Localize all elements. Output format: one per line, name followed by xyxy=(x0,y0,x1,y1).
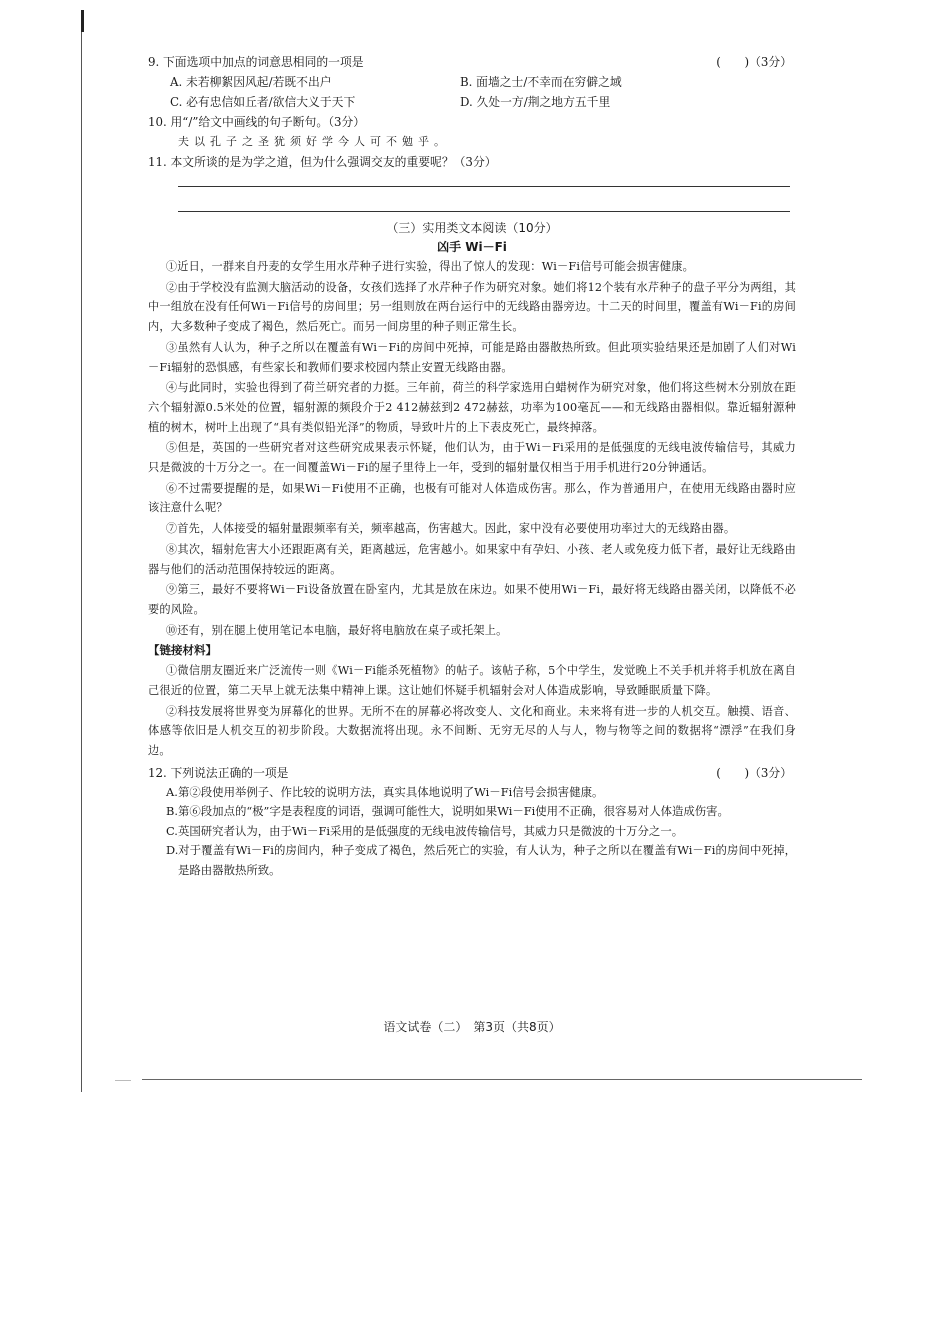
option-text: 英国研究者认为，由于Wi－Fi采用的是低强度的无线电波传输信号，其威力只是微波的十万分之一。 xyxy=(178,823,684,838)
option-d: D. 久处一方/荆之地方五千里 xyxy=(460,95,611,109)
scan-border-bottom xyxy=(142,1079,862,1080)
option-letter: A. xyxy=(166,784,178,799)
paragraph-9: ⑨第三，最好不要将Wi－Fi设备放置在卧室内，尤其是放在床边。如果不使用Wi－Fi，最好将无线路由器关闭，以降低不必要的风险。 xyxy=(148,583,796,616)
exam-page xyxy=(148,52,796,880)
page-footer: 语文试卷（二） 第3页（共8页） xyxy=(383,1020,561,1034)
paragraph-5: ⑤但是，英国的一些研究者对这些研究成果表示怀疑，他们认为，由于Wi－Fi采用的是低强度的无线电波传输信号，其威力只是微波的十万分之一。在一间覆盖Wi－Fi的屋子里待上一年，受到的辐射量仅相当于用手机进行20分钟通话。 xyxy=(148,441,796,475)
question-9-options-row-2 xyxy=(148,92,796,112)
paragraph-3: ③虽然有人认为，种子之所以在覆盖有Wi－Fi的房间中死掉，可能是路由器散热所致。但此项实验结果还是加剧了人们对Wi－Fi辐射的恐惧感，有些家长和教师们要求校园内禁止安置无线路由器。 xyxy=(148,340,796,374)
paragraph-2: ②由于学校没有监测大脑活动的设备，女孩们选择了水芹种子作为研究对象。她们将12个装有水芹种子的盘子平分为两组，其中一组放在没有任何Wi－Fi信号的房间里；另一组则放在两台运行中的无线路由器旁边。十二天的时间里，覆盖有Wi－Fi的房间内，大多数种子变成了褐色，然后死亡。而另一间房里的种子则正常生长。 xyxy=(148,280,796,334)
section-title: （三）实用类文本阅读（10分） xyxy=(386,221,558,235)
question-12-stem: 12. 下列说法正确的一项是 xyxy=(148,765,289,780)
scan-mark xyxy=(81,10,84,32)
question-12-option-c xyxy=(148,822,796,842)
question-9-options-row-1 xyxy=(148,72,796,92)
question-9-score: ( )（3分） xyxy=(716,55,792,69)
option-letter: D. xyxy=(166,843,179,858)
paragraph-4: ④与此同时，实验也得到了荷兰研究者的力挺。三年前，荷兰的科学家选用白蜡树作为研究对象，他们将这些树木分别放在距六个辐射源0.5米处的位置，辐射源的频段介于2 412赫兹到2 472赫兹，功率为100毫瓦——和无线路由器相似。靠近辐射源种植的树木，树叶上出现了“具有类似铅光泽”的物质，导致叶片的上下表皮死亡，最终掉落。 xyxy=(148,381,796,434)
option-letter: B. xyxy=(166,804,178,819)
question-10-stem: 10. 用“/”给文中画线的句子断句。（3分） xyxy=(148,115,366,129)
option-c: C. 必有忠信如丘者/欲信大义于天下 xyxy=(170,95,356,109)
question-9 xyxy=(148,52,796,72)
answer-line-2 xyxy=(178,197,790,212)
answer-line-1 xyxy=(178,172,790,187)
question-9-stem: 9. 下面选项中加点的词意思相同的一项是 xyxy=(148,55,364,69)
question-12 xyxy=(148,763,796,783)
paragraph-8: ⑧其次，辐射危害大小还跟距离有关，距离越远，危害越小。如果家中有孕妇、小孩、老人或免疫力低下者，最好让无线路由器与他们的活动范围保持较远的距离。 xyxy=(148,542,796,576)
option-text: 第⑥段加点的“极”字是表程度的词语，强调可能性大，说明如果Wi－Fi使用不正确，很容易对人体造成伤害。 xyxy=(178,804,729,819)
option-text: 对于覆盖有Wi－Fi的房间内，种子变成了褐色，然后死亡的实验，有人认为，种子之所以在覆盖有Wi－Fi的房间中死掉，是路由器散热所致。 xyxy=(178,843,796,877)
paragraph-7: ⑦首先，人体接受的辐射量跟频率有关，频率越高，伤害越大。因此，家中没有必要使用功率过大的无线路由器。 xyxy=(165,522,736,536)
option-letter: C. xyxy=(166,823,178,838)
scan-dust xyxy=(115,1080,131,1081)
paragraph-1: ①近日，一群来自丹麦的女学生用水芹种子进行实验，得出了惊人的发现：Wi－Fi信号可能会损害健康。 xyxy=(165,260,694,273)
link-material-heading: 【链接材料】 xyxy=(148,643,217,658)
article-title: 凶手 Wi－Fi xyxy=(437,240,507,254)
question-10-sentence: 夫以孔子之圣犹须好学今人可不勉乎。 xyxy=(178,135,450,148)
question-11-stem: 11. 本文所谈的是为学之道，但为什么强调交友的重要呢？（3分） xyxy=(148,155,497,169)
paragraph-10: ⑩还有，别在腿上使用笔记本电脑，最好将电脑放在桌子或托架上。 xyxy=(165,623,508,637)
paragraph-6: ⑥不过需要提醒的是，如果Wi－Fi使用不正确，也极有可能对人体造成伤害。那么，作为普通用户，在使用无线路由器时应该注意什么呢？ xyxy=(148,481,796,515)
link-paragraph-2: ②科技发展将世界变为屏幕化的世界。无所不在的屏幕必将改变人、文化和商业。未来将有进一步的人机交互。触摸、语音、体感等依旧是人机交互的初步阶段。大数据流将出现。永不间断、无穷无尽的人与人，物与物等之间的数据将“漂浮”在我们身边。 xyxy=(148,704,796,758)
link-paragraph-1: ①微信朋友圈近来广泛流传一则《Wi－Fi能杀死植物》的帖子。该帖子称，5个中学生，发觉晚上不关手机并将手机放在离自己很近的位置，第二天早上就无法集中精神上课。这让她们怀疑手机辐射会对人体造成影响，导致睡眠质量下降。 xyxy=(148,664,796,698)
question-12-option-a xyxy=(148,783,796,803)
question-12-score: ( )（3分） xyxy=(716,765,792,780)
option-text: 第②段使用举例子、作比较的说明方法，真实具体地说明了Wi－Fi信号会损害健康。 xyxy=(178,784,604,799)
option-b: B. 面墙之士/不幸而在穷僻之域 xyxy=(460,75,622,89)
option-a: A. 未若柳絮因风起/若既不出户 xyxy=(170,75,332,89)
scan-border-left xyxy=(81,10,82,1092)
question-12-option-d xyxy=(148,841,796,880)
question-12-option-b xyxy=(148,802,796,822)
